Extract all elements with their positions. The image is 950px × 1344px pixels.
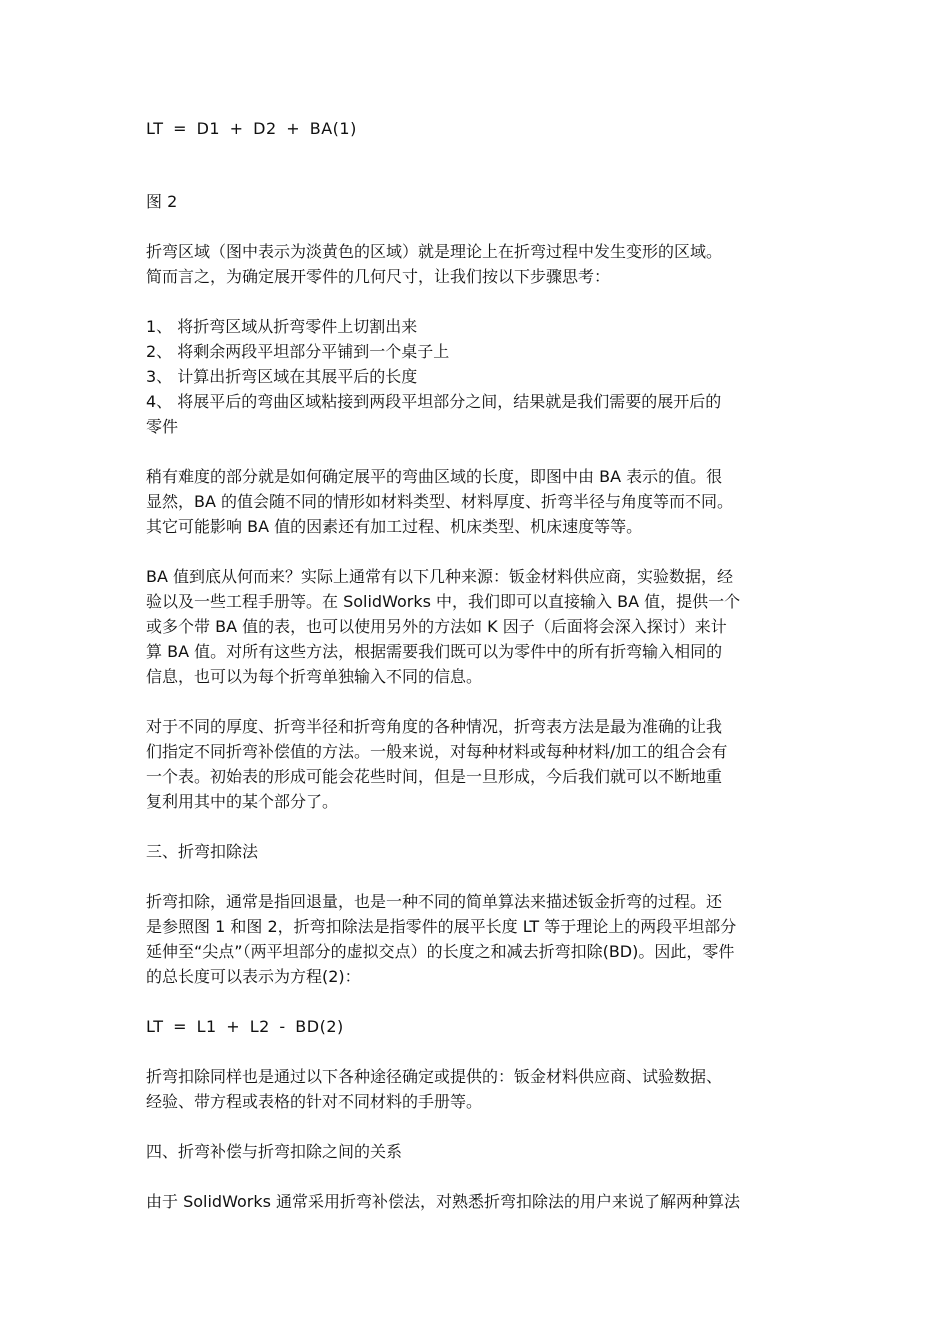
section-heading-4: 四、折弯补偿与折弯扣除之间的关系 [146,1142,403,1161]
paragraph-5-line-3: 延伸至“尖点”（两平坦部分的虚拟交点）的长度之和减去折弯扣除(BD)。因此，零件 [146,942,735,961]
paragraph-5-line-4: 的总长度可以表示为方程(2)： [146,967,361,986]
paragraph-4-line-1: 对于不同的厚度、折弯半径和折弯角度的各种情况，折弯表方法是最为准确的让我 [146,717,723,736]
paragraph-3-line-1: BA 值到底从何而来？实际上通常有以下几种来源：钣金材料供应商，实验数据，经 [146,567,734,586]
paragraph-7-line-1: 由于 SolidWorks 通常采用折弯补偿法，对熟悉折弯扣除法的用户来说了解两种算法 [146,1192,741,1211]
paragraph-2-line-1: 稍有难度的部分就是如何确定展平的弯曲区域的长度，即图中由 BA 表示的值。很 [146,467,723,486]
paragraph-5-line-1: 折弯扣除，通常是指回退量，也是一种不同的简单算法来描述钣金折弯的过程。还 [146,892,723,911]
paragraph-3-line-3: 或多个带 BA 值的表，也可以使用另外的方法如 K 因子（后面将会深入探讨）来计 [146,617,727,636]
step-2: 2、 将剩余两段平坦部分平铺到一个桌子上 [146,342,450,361]
paragraph-6-line-1: 折弯扣除同样也是通过以下各种途径确定或提供的：钣金材料供应商、试验数据、 [146,1067,723,1086]
formula-2: LT = L1 + L2 - BD(2) [146,1017,344,1036]
document-page [146,0,810,1344]
paragraph-6-line-2: 经验、带方程或表格的针对不同材料的手册等。 [146,1092,483,1111]
paragraph-4-line-4: 复利用其中的某个部分了。 [146,792,339,811]
section-heading-3: 三、折弯扣除法 [146,842,259,861]
step-3: 3、 计算出折弯区域在其展平后的长度 [146,367,418,386]
paragraph-3-line-2: 验以及一些工程手册等。在 SolidWorks 中，我们即可以直接输入 BA 值，提供一个 [146,592,741,611]
paragraph-5-line-2: 是参照图 1 和图 2，折弯扣除法是指零件的展平长度 LT 等于理论上的两段平坦部分 [146,917,737,936]
step-4: 4、 将展平后的弯曲区域粘接到两段平坦部分之间，结果就是我们需要的展开后的 [146,392,722,411]
paragraph-4-line-3: 一个表。初始表的形成可能会花些时间，但是一旦形成，今后我们就可以不断地重 [146,767,723,786]
paragraph-1-line-1: 折弯区域（图中表示为淡黄色的区域）就是理论上在折弯过程中发生变形的区域。 [146,242,723,261]
step-1: 1、 将折弯区域从折弯零件上切割出来 [146,317,418,336]
formula-1: LT = D1 + D2 + BA(1) [146,119,357,138]
figure-label: 图 2 [146,192,178,211]
step-4-continued: 零件 [146,417,179,436]
paragraph-2-line-3: 其它可能影响 BA 值的因素还有加工过程、机床类型、机床速度等等。 [146,517,643,536]
paragraph-3-line-5: 信息，也可以为每个折弯单独输入不同的信息。 [146,667,483,686]
paragraph-3-line-4: 算 BA 值。对所有这些方法，根据需要我们既可以为零件中的所有折弯输入相同的 [146,642,723,661]
paragraph-1-line-2: 简而言之，为确定展开零件的几何尺寸，让我们按以下步骤思考： [146,267,611,286]
paragraph-4-line-2: 们指定不同折弯补偿值的方法。一般来说，对每种材料或每种材料/加工的组合会有 [146,742,728,761]
paragraph-2-line-2: 显然，BA 的值会随不同的情形如材料类型、材料厚度、折弯半径与角度等而不同。 [146,492,734,511]
